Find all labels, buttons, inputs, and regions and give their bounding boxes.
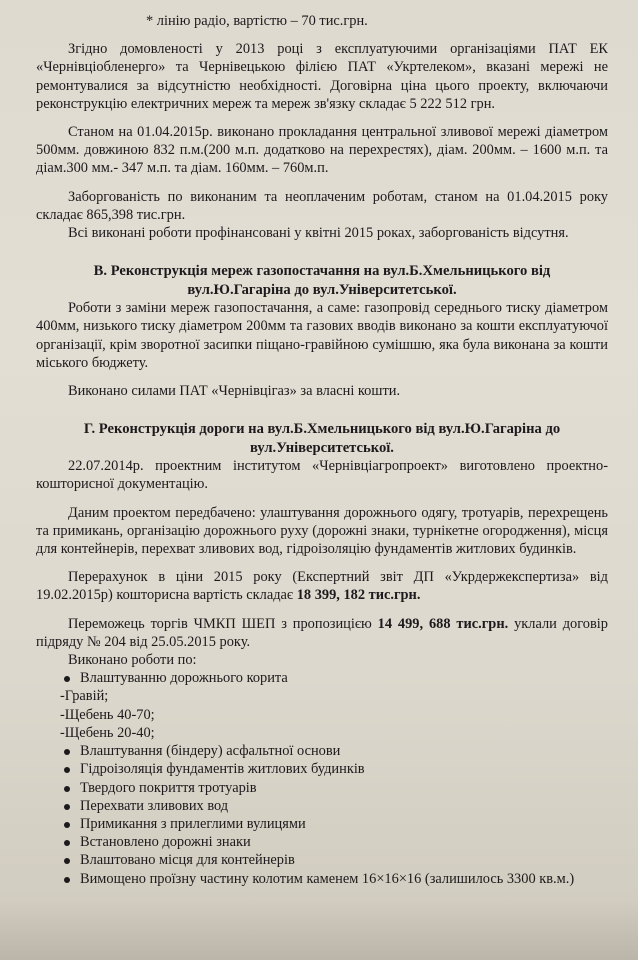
works-list-item-text: Перехвати зливових вод <box>80 797 229 814</box>
bullet-icon <box>64 749 70 755</box>
bullet-icon <box>64 877 70 883</box>
financing-paragraph: Всі виконані роботи профінансовані у квітні 2015 роках, заборгованість відсутня. <box>68 225 569 242</box>
bullet-icon <box>64 804 70 810</box>
cost-recalc-text: Перерахунок в ціни 2015 року (Експертний звіт ДП «Укрдержекспертиза» від 19.02.2015р) кошторисна вартість складає <box>36 569 608 604</box>
works-list-item-text: Влаштування (біндеру) асфальтної основи <box>80 743 341 760</box>
works-list-item-text: Вимощено проїзну частину колотим каменем 16×16×16 (залишилось 3300 кв.м.) <box>80 870 575 887</box>
works-list-item <box>36 760 608 778</box>
works-done-label: Виконано роботи по: <box>68 652 197 669</box>
works-list-item <box>36 779 608 797</box>
estimated-cost-value: 18 399, 182 тис.грн. <box>296 587 421 604</box>
bullet-icon <box>64 786 70 792</box>
gas-works-paragraph: Роботи з заміни мереж газопостачання, а саме: газопровід середнього тиску діаметром 400мм, низького тиску діаметром 200мм та газових вводів виконано за кошти експлуатуючої організації, крім зворотної засипки піщано-гравійною сумішшю, яка була виконана за кошти міського бюджету. <box>36 300 608 371</box>
works-list-item <box>36 870 608 888</box>
works-list-item <box>36 815 608 833</box>
radio-line-text: * лінію радіо, вартістю – 70 тис.грн. <box>146 13 368 29</box>
contract-text: уклали договір підряду № 204 від 25.05.2015 року. <box>36 615 608 650</box>
works-list-item-text: Влаштуванню дорожнього корита <box>80 670 288 687</box>
works-list-item <box>36 669 608 687</box>
works-list-item-text: -Щебень 40-70; <box>60 706 155 723</box>
section-v-heading: В. Реконструкція мереж газопостачання на вул.Б.Хмельницького від вул.Ю.Гагаріна до вул.Університетської. <box>93 263 551 298</box>
project-doc-paragraph: 22.07.2014р. проектним інститутом «Чернівціагропроект» виготовлено проектно-кошторисної документацію. <box>36 458 608 493</box>
bullet-icon <box>64 676 70 682</box>
cost-recalc-paragraph <box>36 568 608 604</box>
works-list-item-text: Примикання з прилеглими вулицями <box>80 815 306 832</box>
project-scope-paragraph: Даним проектом передбачено: улаштування дорожнього одягу, тротуарів, перехрещень та примикань, організацію дорожнього руху (дорожні знаки, турнікетне огородження), місця для контейнерів, перехват зливових вод, гідроізоляцію фундаментів житлових будинків. <box>36 504 608 558</box>
works-list-item <box>36 687 608 705</box>
bullet-icon <box>64 767 70 773</box>
works-list-item <box>36 833 608 851</box>
tender-winner-text: Переможець торгів ЧМКП ШЕП з пропозицією <box>68 615 372 632</box>
works-list-item <box>36 742 608 760</box>
works-list-item-text: Гідроізоляція фундаментів житлових будинків <box>80 761 365 778</box>
bullet-icon <box>64 840 70 846</box>
works-list-item-text: Встановлено дорожні знаки <box>80 834 251 851</box>
works-list-item-text: -Щебень 20-40; <box>60 724 155 741</box>
works-list-item-text: Твердого покриття тротуарів <box>80 779 257 796</box>
debt-paragraph: Заборгованість по виконаним та неоплаченим роботам, станом на 01.04.2015 року складає 865,398 тис.грн. <box>36 188 608 223</box>
tender-winner-paragraph <box>36 615 608 651</box>
gas-executor-paragraph: Виконано силами ПАТ «Чернівцігаз» за власні кошти. <box>68 383 401 400</box>
tender-amount-value: 14 499, 688 тис.грн. <box>377 615 509 632</box>
section-g-heading: Г. Реконструкція дороги на вул.Б.Хмельницького від вул.Ю.Гагаріна до вул.Університетської. <box>83 421 561 456</box>
bullet-icon <box>64 858 70 864</box>
works-list-item <box>36 851 608 869</box>
works-list-item <box>36 797 608 815</box>
works-list-item-text: -Гравій; <box>60 688 109 705</box>
works-list-item <box>36 724 608 742</box>
bullet-icon <box>64 822 70 828</box>
agreement-paragraph: Згідно домовленості у 2013 році з експлуатуючими організаціями ПАТ ЕК «Чернівціобленерго» та Чернівецькою філією ПАТ «Укртелеком», вказані мережі не ремонтувалися за відсутністю необхідності. Договірна ціна цього проекту, включаючи реконструкцію електричних мереж та мереж зв'язку складає 5 222 512 грн. <box>36 41 608 112</box>
works-list-item <box>36 706 608 724</box>
works-list-item-text: Влаштовано місця для контейнерів <box>80 852 295 869</box>
drainage-status-paragraph: Станом на 01.04.2015р. виконано прокладання центральної зливової мережі діаметром 500мм. довжиною 832 п.м.(200 м.п. додатково на перехрестях), діам. 200мм. – 1600 м.п. та діам.300 мм.- 347 м.п. та діам. 160мм. – 760м.п. <box>36 124 608 177</box>
works-list <box>36 669 608 887</box>
